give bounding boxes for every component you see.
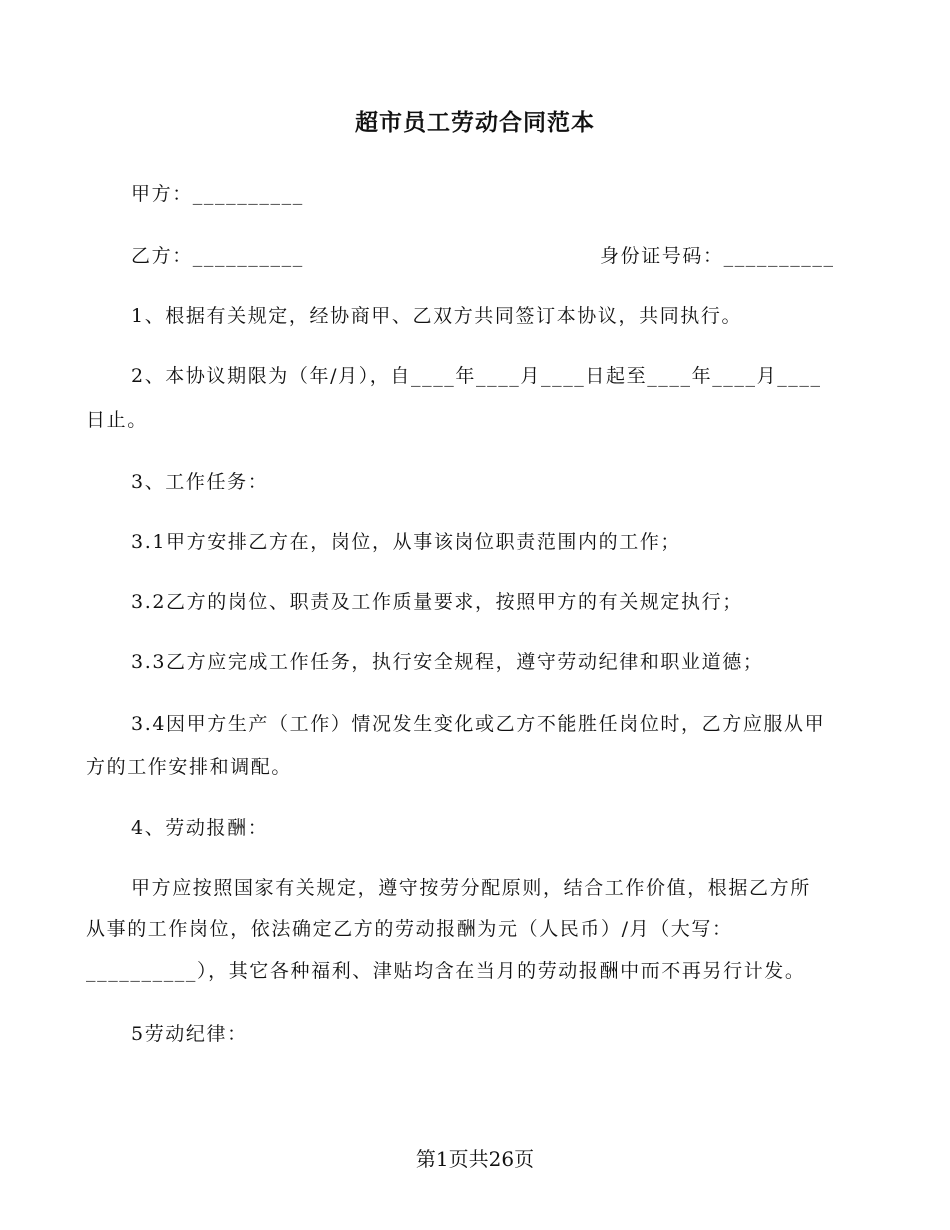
- clause-1: 1、根据有关规定，经协商甲、乙双方共同签订本协议，共同执行。: [131, 305, 743, 327]
- clause-4-line-1: 甲方应按照国家有关规定，遵守按劳分配原则，结合工作价值，根据乙方所: [131, 877, 811, 899]
- clause-3-4-line-1: 3.4因甲方生产（工作）情况发生变化或乙方不能胜任岗位时，乙方应服从甲: [131, 713, 826, 735]
- clause-2-line-2: 日止。: [86, 409, 148, 431]
- clause-3-3: 3.3乙方应完成工作任务，执行安全规程，遵守劳动纪律和职业道德；: [131, 651, 764, 673]
- id-number-line: 身份证号码：__________: [600, 245, 835, 267]
- clause-4-line-3: __________），其它各种福利、津贴均含在当月的劳动报酬中而不再另行计发。: [86, 960, 806, 982]
- document-title: 超市员工劳动合同范本: [355, 109, 595, 136]
- clause-5-heading: 5劳动纪律：: [131, 1023, 248, 1045]
- clause-3-1: 3.1甲方安排乙方在，岗位，从事该岗位职责范围内的工作；: [131, 531, 682, 553]
- clause-4-heading: 4、劳动报酬：: [131, 817, 269, 839]
- clause-3-2: 3.2乙方的岗位、职责及工作质量要求，按照甲方的有关规定执行；: [131, 591, 743, 613]
- clause-2-line-1: 2、本协议期限为（年/月），自____年____月____日起至____年____月____: [131, 365, 822, 387]
- clause-3-heading: 3、工作任务：: [131, 471, 269, 493]
- clause-3-4-line-2: 方的工作安排和调配。: [86, 756, 293, 778]
- party-a-line: 甲方：__________: [131, 183, 304, 205]
- party-b-line: 乙方：__________: [131, 245, 304, 267]
- clause-4-line-2: 从事的工作岗位，依法确定乙方的劳动报酬为元（人民币）/月（大写：: [86, 918, 733, 940]
- page-indicator: 第1页共26页: [415, 1147, 535, 1171]
